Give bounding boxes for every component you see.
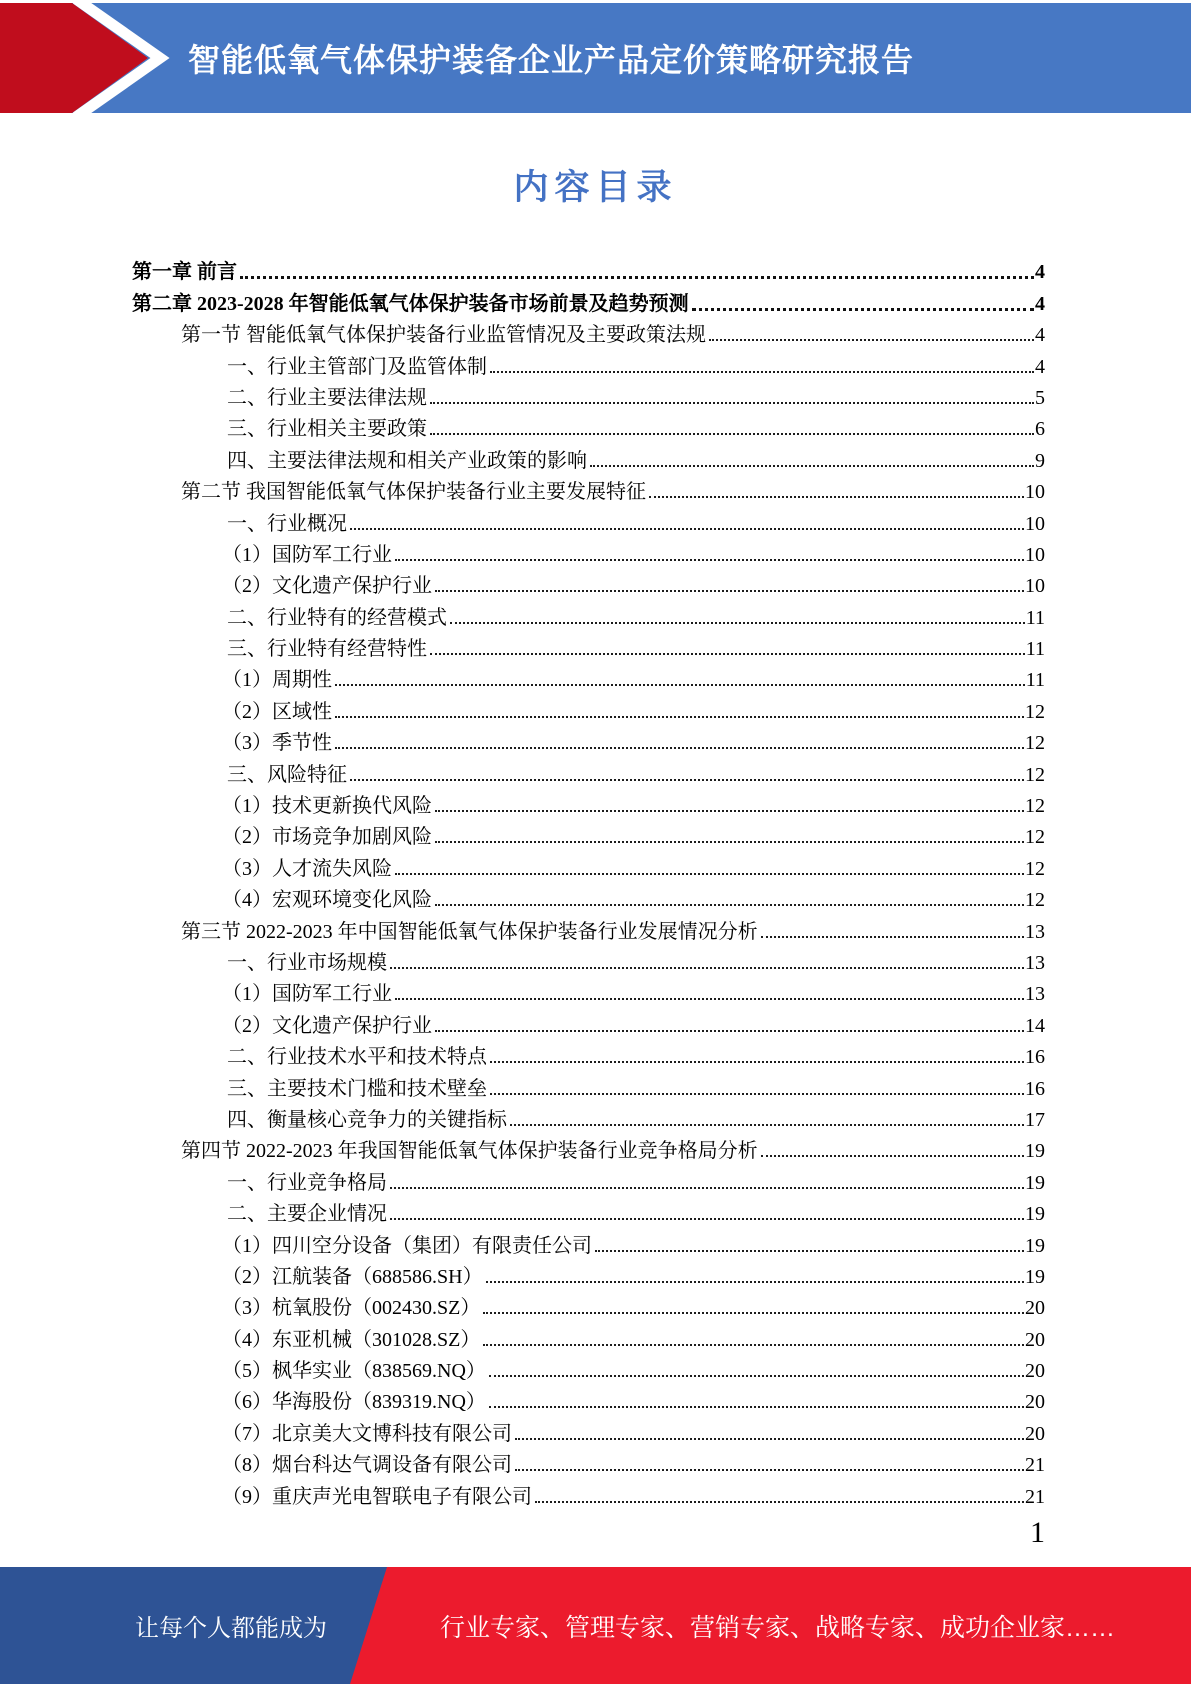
toc-entry-label: 第二章 2023-2028 年智能低氧气体保护装备市场前景及趋势预测 bbox=[132, 292, 689, 315]
toc-entry[interactable] bbox=[132, 1068, 1045, 1099]
toc-entry[interactable] bbox=[132, 1257, 1045, 1288]
toc-entry-page: 12 bbox=[1025, 700, 1045, 723]
page-number: 1 bbox=[1030, 1516, 1045, 1549]
toc-entry-label: 三、风险特征 bbox=[227, 763, 347, 786]
toc-entry-page: 11 bbox=[1025, 669, 1045, 692]
toc-entry-label: 一、行业主管部门及监管体制 bbox=[227, 355, 487, 378]
dot-leader bbox=[489, 1375, 1024, 1377]
toc-entry[interactable] bbox=[132, 723, 1045, 754]
toc-entry[interactable] bbox=[132, 1445, 1045, 1476]
toc-entry[interactable] bbox=[132, 1319, 1045, 1350]
dot-leader bbox=[350, 779, 1024, 781]
toc-entry-label: 第一章 前言 bbox=[132, 261, 237, 284]
toc-entry-label: 一、行业市场规模 bbox=[227, 951, 387, 974]
toc-entry-label: （2）区域性 bbox=[222, 700, 332, 723]
dot-leader bbox=[395, 873, 1024, 875]
toc-entry[interactable] bbox=[132, 346, 1045, 377]
report-title: 智能低氧气体保护装备企业产品定价策略研究报告 bbox=[188, 42, 915, 78]
toc-entry-label: （1）技术更新换代风险 bbox=[222, 795, 432, 818]
dot-leader bbox=[430, 433, 1034, 435]
toc-entry-page: 10 bbox=[1025, 575, 1045, 598]
toc-entry-page: 12 bbox=[1025, 826, 1045, 849]
toc-entry[interactable] bbox=[132, 409, 1045, 440]
dot-leader bbox=[435, 810, 1024, 812]
toc-entry-page: 10 bbox=[1025, 512, 1045, 535]
toc-entry-page: 16 bbox=[1025, 1077, 1045, 1100]
dot-leader bbox=[430, 653, 1025, 655]
toc-entry-label: （1）国防军工行业 bbox=[222, 543, 392, 566]
toc-entry[interactable] bbox=[132, 1382, 1045, 1413]
toc-entry-page: 12 bbox=[1025, 763, 1045, 786]
dot-leader bbox=[390, 1218, 1024, 1220]
toc-entry-page: 10 bbox=[1025, 543, 1045, 566]
toc-entry[interactable] bbox=[132, 503, 1045, 534]
toc-entry[interactable] bbox=[132, 880, 1045, 911]
dot-leader bbox=[535, 1501, 1024, 1503]
dot-leader bbox=[390, 967, 1024, 969]
toc-entry-label: （5）枫华实业（838569.NQ） bbox=[222, 1360, 486, 1383]
toc-entry-label: （2）文化遗产保护行业 bbox=[222, 1014, 432, 1037]
dot-leader bbox=[350, 528, 1024, 530]
dot-leader bbox=[450, 622, 1025, 624]
toc-entry[interactable] bbox=[132, 911, 1045, 942]
dot-leader bbox=[335, 684, 1025, 686]
toc-entry-label: 二、行业主要法律法规 bbox=[227, 386, 427, 409]
toc-entry[interactable] bbox=[132, 974, 1045, 1005]
toc-entry-page: 13 bbox=[1025, 983, 1045, 1006]
toc-entry-page: 4 bbox=[1035, 292, 1045, 315]
toc-entry-label: 第三节 2022-2023 年中国智能低氧气体保护装备行业发展情况分析 bbox=[181, 920, 758, 943]
toc-entry[interactable] bbox=[132, 691, 1045, 722]
toc-entry[interactable] bbox=[132, 1476, 1045, 1507]
toc-entry[interactable] bbox=[132, 378, 1045, 409]
toc-entry-label: （2）江航装备（688586.SH） bbox=[222, 1265, 483, 1288]
toc-entry-label: （4）宏观环境变化风险 bbox=[222, 889, 432, 912]
toc-entry-label: （3）季节性 bbox=[222, 732, 332, 755]
toc-list bbox=[132, 252, 1045, 1508]
dot-leader bbox=[395, 559, 1024, 561]
toc-entry[interactable] bbox=[132, 1225, 1045, 1256]
toc-entry-page: 6 bbox=[1035, 418, 1045, 441]
toc-entry-page: 12 bbox=[1025, 857, 1045, 880]
toc-entry-label: 二、行业技术水平和技术特点 bbox=[227, 1046, 487, 1069]
toc-entry-page: 12 bbox=[1025, 795, 1045, 818]
toc-entry-label: （1）周期性 bbox=[222, 669, 332, 692]
toc-entry-label: （1）国防军工行业 bbox=[222, 983, 392, 1006]
toc-entry-label: 二、主要企业情况 bbox=[227, 1203, 387, 1226]
dot-leader bbox=[490, 371, 1034, 373]
toc-entry[interactable] bbox=[132, 597, 1045, 628]
footer-band bbox=[0, 1567, 1191, 1684]
toc-entry[interactable] bbox=[132, 1288, 1045, 1319]
dot-leader bbox=[489, 1406, 1024, 1408]
toc-entry[interactable] bbox=[132, 943, 1045, 974]
dot-leader bbox=[435, 841, 1024, 843]
dot-leader bbox=[335, 716, 1024, 718]
toc-entry-page: 16 bbox=[1025, 1046, 1045, 1069]
dot-leader bbox=[692, 308, 1034, 311]
toc-entry-label: 一、行业概况 bbox=[227, 512, 347, 535]
dot-leader bbox=[490, 1061, 1024, 1063]
toc-entry[interactable] bbox=[132, 283, 1045, 314]
dot-leader bbox=[390, 1187, 1024, 1189]
toc-entry-label: （2）文化遗产保护行业 bbox=[222, 575, 432, 598]
toc-entry-label: （8）烟台科达气调设备有限公司 bbox=[222, 1454, 512, 1477]
toc-entry[interactable] bbox=[132, 472, 1045, 503]
toc-entry[interactable] bbox=[132, 1413, 1045, 1444]
toc-entry-page: 4 bbox=[1035, 324, 1045, 347]
toc-entry[interactable] bbox=[132, 1037, 1045, 1068]
toc-entry-label: 二、行业特有的经营模式 bbox=[227, 606, 447, 629]
toc-entry-page: 11 bbox=[1025, 638, 1045, 661]
dot-leader bbox=[483, 1344, 1024, 1346]
toc-entry-page: 13 bbox=[1025, 920, 1045, 943]
dot-leader bbox=[515, 1438, 1024, 1440]
toc-entry[interactable] bbox=[132, 535, 1045, 566]
toc-entry-page: 14 bbox=[1025, 1014, 1045, 1037]
toc-entry-label: （1）四川空分设备（集团）有限责任公司 bbox=[222, 1234, 592, 1257]
toc-entry-page: 20 bbox=[1025, 1360, 1045, 1383]
toc-entry-page: 19 bbox=[1025, 1234, 1045, 1257]
dot-leader bbox=[709, 339, 1034, 341]
toc-entry-label: （3）人才流失风险 bbox=[222, 857, 392, 880]
dot-leader bbox=[510, 1124, 1024, 1126]
toc-entry-label: 三、行业特有经营特性 bbox=[227, 638, 427, 661]
dot-leader bbox=[430, 402, 1034, 404]
toc-entry[interactable] bbox=[132, 440, 1045, 471]
toc-entry-page: 4 bbox=[1035, 261, 1045, 284]
dot-leader bbox=[595, 1250, 1024, 1252]
toc-entry-page: 12 bbox=[1025, 732, 1045, 755]
toc-entry-page: 20 bbox=[1025, 1391, 1045, 1414]
dot-leader bbox=[240, 276, 1034, 279]
dot-leader bbox=[590, 465, 1034, 467]
toc-entry-label: 第一节 智能低氧气体保护装备行业监管情况及主要政策法规 bbox=[181, 324, 706, 347]
toc-entry-label: 四、主要法律法规和相关产业政策的影响 bbox=[227, 449, 587, 472]
dot-leader bbox=[395, 998, 1024, 1000]
toc-entry-page: 11 bbox=[1025, 606, 1045, 629]
dot-leader bbox=[490, 1093, 1024, 1095]
toc-entry-label: 三、行业相关主要政策 bbox=[227, 418, 427, 441]
toc-entry[interactable] bbox=[132, 1005, 1045, 1036]
toc-entry[interactable] bbox=[132, 252, 1045, 283]
toc-entry[interactable] bbox=[132, 660, 1045, 691]
toc-entry-page: 13 bbox=[1025, 951, 1045, 974]
footer-slogan-right: 行业专家、管理专家、营销专家、战略专家、成功企业家…… bbox=[440, 1613, 1116, 1642]
toc-entry-page: 19 bbox=[1025, 1203, 1045, 1226]
toc-entry[interactable] bbox=[132, 1194, 1045, 1225]
toc-title: 内容目录 bbox=[513, 168, 678, 207]
toc-entry-label: （6）华海股份（839319.NQ） bbox=[222, 1391, 486, 1414]
toc-entry[interactable] bbox=[132, 786, 1045, 817]
toc-entry[interactable] bbox=[132, 629, 1045, 660]
toc-entry-label: 三、主要技术门槛和技术壁垒 bbox=[227, 1077, 487, 1100]
dot-leader bbox=[435, 1030, 1024, 1032]
dot-leader bbox=[515, 1469, 1024, 1471]
toc-entry-page: 10 bbox=[1025, 481, 1045, 504]
toc-entry-page: 12 bbox=[1025, 889, 1045, 912]
toc-entry-page: 21 bbox=[1025, 1454, 1045, 1477]
toc-entry-label: 第二节 我国智能低氧气体保护装备行业主要发展特征 bbox=[181, 481, 646, 504]
toc-entry-label: 四、衡量核心竞争力的关键指标 bbox=[227, 1108, 507, 1131]
toc-entry-page: 19 bbox=[1025, 1171, 1045, 1194]
toc-entry-label: （2）市场竞争加剧风险 bbox=[222, 826, 432, 849]
toc-entry-page: 19 bbox=[1025, 1140, 1045, 1163]
toc-entry[interactable] bbox=[132, 315, 1045, 346]
footer-slogan-left: 让每个人都能成为 bbox=[135, 1615, 327, 1642]
dot-leader bbox=[335, 747, 1024, 749]
toc-entry-label: （3）杭氧股份（002430.SZ） bbox=[222, 1297, 481, 1320]
toc-entry-page: 20 bbox=[1025, 1328, 1045, 1351]
toc-entry-page: 5 bbox=[1035, 386, 1045, 409]
toc-entry[interactable] bbox=[132, 1351, 1045, 1382]
header-arrow-icon bbox=[0, 3, 170, 113]
toc-entry-page: 9 bbox=[1035, 449, 1045, 472]
toc-entry-label: 第四节 2022-2023 年我国智能低氧气体保护装备行业竞争格局分析 bbox=[181, 1140, 758, 1163]
toc-entry-page: 4 bbox=[1035, 355, 1045, 378]
toc-entry-label: （9）重庆声光电智联电子有限公司 bbox=[222, 1485, 532, 1508]
toc-entry[interactable] bbox=[132, 1162, 1045, 1193]
toc-entry[interactable] bbox=[132, 1131, 1045, 1162]
toc-entry-label: 一、行业竞争格局 bbox=[227, 1171, 387, 1194]
toc-entry[interactable] bbox=[132, 566, 1045, 597]
dot-leader bbox=[649, 496, 1024, 498]
dot-leader bbox=[435, 904, 1024, 906]
toc-entry-label: （4）东亚机械（301028.SZ） bbox=[222, 1328, 481, 1351]
dot-leader bbox=[486, 1281, 1024, 1283]
toc-entry[interactable] bbox=[132, 848, 1045, 879]
toc-entry-page: 20 bbox=[1025, 1422, 1045, 1445]
toc-entry[interactable] bbox=[132, 754, 1045, 785]
toc-entry-page: 17 bbox=[1025, 1108, 1045, 1131]
toc-entry-page: 19 bbox=[1025, 1265, 1045, 1288]
dot-leader bbox=[761, 1155, 1024, 1157]
dot-leader bbox=[761, 936, 1024, 938]
toc-entry-label: （7）北京美大文博科技有限公司 bbox=[222, 1422, 512, 1445]
toc-entry-page: 20 bbox=[1025, 1297, 1045, 1320]
dot-leader bbox=[435, 590, 1024, 592]
toc-entry[interactable] bbox=[132, 817, 1045, 848]
dot-leader bbox=[483, 1312, 1024, 1314]
header-band bbox=[0, 3, 1191, 113]
toc-entry-page: 21 bbox=[1025, 1485, 1045, 1508]
toc-entry[interactable] bbox=[132, 1100, 1045, 1131]
